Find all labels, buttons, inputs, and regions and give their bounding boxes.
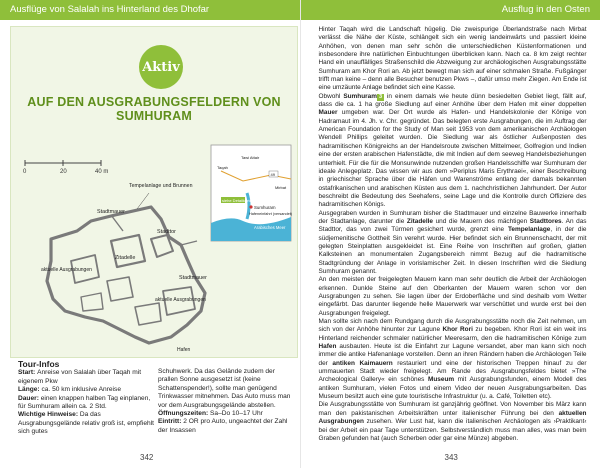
body-bold-text: Stadttores (529, 217, 562, 225)
tour-info-item (18, 411, 158, 436)
body-text-run: Obwohl (318, 92, 344, 100)
left-page-number: 342 (140, 453, 154, 462)
tour-info-label: Start: (18, 369, 38, 377)
body-paragraph (319, 210, 587, 277)
body-bold-text: Sumhuram (343, 92, 377, 100)
left-running-header: Ausflüge von Salalah ins Hinterland des Dhofar (0, 0, 300, 20)
right-page-number: 343 (444, 453, 458, 462)
body-text-run: mit Ausgrabungsfunden, einem Modell des antiken Sumhuram, vielen Fotos und einem Video der neuen Ausgrabungsarbeiten. Das Museum besitzt auch eine gute touristische Infrastruktur (u. a. Café, Toiletten etc). (318, 376, 587, 401)
tour-info-text: Sa–Do 10–17 Uhr (210, 410, 263, 418)
label-zitadelle: Zitadelle (115, 255, 136, 261)
body-bold-text: Museum (427, 376, 455, 384)
scale-end: 40 m (95, 169, 109, 175)
inset-taqah: Taqah (217, 165, 228, 170)
inset-mirbat: Mirbat (275, 185, 287, 190)
inset-sumhuram: Sumhuram (254, 205, 276, 210)
inset-map (211, 145, 293, 241)
body-paragraph (319, 93, 587, 210)
label-aktuelle-1: aktuelle Ausgrabungen (41, 267, 92, 273)
inset-hafeneinfahrt: Hafeneinfahrt (versandet) (249, 212, 293, 216)
body-bold-text: aktuellen Ausgrabungen (318, 409, 587, 426)
scale-mid: 20 (60, 169, 67, 175)
body-bold-text: Mauer (318, 109, 338, 117)
body-text-run: umgeben war. Der Ort wurde als Hafen- und Handelskolonie der Könige von Hadramaut im 4. Jh. v. Chr. gegründet. Das belegten erste Ausgrabungen, die im Auftrag der American Foundation for the Study of Man seit 1953 von dem amerikanischen Archäologen Wendell Phillips geleitet wurden. Die Siedlung war als östlicher Außenposten des hadramitischen Königreichs an der Handelsroute zwischen Mittelmeer, Golfregion und Indien eine der ersten arabischen Hafenstädte, die mit Indien auf dem seeweg Handelsbeziehungen unterhielt. Für die für die Monsunwinde nutzenden großen Handelsschiffe war Sumhuram der ideale Anlegeplatz. Das wissen wir aus dem »Periplus Maris Erythraei«, einer Beschreibung in griechischer Sprache über die Häfen und Warenströme entlang der damals bekannten ostafrikanischen und arabischen Küsten aus dem 1. nachchristlichen Jahrhundert. Der Autor beschreibt die Bedeutung des Seehafens, seine Lage und die Kontrolle durch Offiziere des hadramitischen Königs. (318, 109, 587, 209)
body-bold-text: Tempelanlage (507, 226, 551, 234)
label-tempelanlage: Tempelanlage und Brunnen (129, 183, 193, 189)
body-text-run: zu begeben. Khor Rori ist ein weit ins Hinterland reichender schmaler natürlicher Meeresarm, den die hadramitischen Könige zum (318, 326, 587, 342)
scale-bar (23, 160, 108, 175)
body-text (319, 26, 587, 443)
label-stadttor: Stadttor (157, 229, 176, 235)
body-bold-text: Zitadelle (406, 217, 434, 225)
tour-info-label: Öffnungszeiten: (158, 410, 211, 418)
body-text-run: und die Mauern des mächtigen (433, 217, 530, 225)
body-text-run: , in der die südjemenitische Gottheit Sin verehrt wurde. Hier befindet sich ein Brunnenschacht, der mit gelegten Steinplatten ausgekleidet ist. Eine Reihe von Inschriften auf großen, glatten Kalksteinen an monumentalen Zugangsbereich nimmt Bezug auf die hadramitische Stadtgründung der Anlage in vorislamischer Zeit. In diesen Inschriften wird die Siedlung Sumhuram genannt. (318, 226, 587, 275)
activity-title: AUF DEN AUSGRABUNGSFELDERN VON SUMHURAM (27, 95, 281, 123)
tour-info-item (158, 418, 292, 435)
body-bold-text: Khor Rori (442, 326, 473, 334)
tour-info-text: Anreise von Salalah über Taqah mit eigenem Pkw (18, 369, 142, 385)
tour-infos-col-1 (18, 360, 158, 437)
body-text-run: Ausgegraben wurden in Sumhuram bisher die Stadtmauer und einzelne Bauwerke innerhalb der Stadtanlage, darunter die (318, 209, 587, 225)
tour-info-label: Dauer: (18, 394, 41, 402)
site-plan-map (11, 111, 297, 357)
body-text-run: zusehen. Wer Lust hat, kann die italienischen Archäologen als ›Praktikant‹ bei der Arbeit ein paar Tage unterstützen. Selbstverständlich muss man alles, was man beim Graben gefunden hat (auch Scherben oder gar eine Münze) abgeben. (318, 418, 587, 442)
tour-info-text: ca. 50 km inklusive Anreise (41, 386, 121, 394)
body-text-run: . An das Stadttor, das von zwei Türmen gesichert wurde, grenzt eine (318, 217, 587, 234)
aktiv-badge: Aktiv (139, 45, 183, 89)
tour-info-item (18, 386, 158, 394)
tour-info-item (158, 368, 292, 410)
tour-info-label: Länge: (18, 386, 42, 394)
body-text-run: ausbauten. Heute ist die Einfahrt zur Lagune versandet, aber man kann sich noch immer die antike Hafenanlage vorstellen. Denn an ihren Rändern haben die Archäologen Teile der (318, 343, 587, 367)
tour-info-label: Wichtige Hinweise: (18, 411, 80, 419)
tour-info-text: einen knappen halben Tag einplanen, für Sumhuram allein ca. 2 Std. (18, 394, 151, 411)
tour-infos-title: Tour-Infos (18, 359, 60, 369)
body-bold-text: Hafen (318, 343, 337, 351)
inset-tawi: Tawi Attair (241, 155, 260, 160)
body-bold-text: antiken Kaimauern (332, 359, 393, 367)
body-text-run: in einem damals wie heute dünn besiedelten Gebiet liegt, fällt auf, dass die ca. 1 ha große Siedlung auf einer Anhöhe über dem Hafen mit einer doppelten (318, 92, 587, 109)
inset-detail-label: siehe Detailkarte (222, 198, 252, 203)
body-text-run: restauriert und eine der historischen Treppen hinauf zu der ummauerten Stadt wieder freigelegt. Am Rande des Ausgrabungsfeldes bietet »The Archeological Gallery« ein schönes (318, 359, 587, 384)
tour-info-label: Eintritt: (158, 418, 184, 426)
right-page (300, 0, 600, 468)
tour-info-item (18, 395, 158, 412)
activity-box (10, 26, 298, 358)
map-marker-badge: 3 (378, 93, 383, 100)
scale-zero: 0 (23, 169, 27, 175)
body-paragraph (319, 318, 587, 401)
inset-road-number: 49 (270, 172, 275, 177)
tour-info-item (18, 369, 158, 386)
label-aktuelle-2: aktuelle Ausgrabungen (155, 297, 206, 303)
label-stadtmauer-1: Stadtmauer (97, 209, 125, 215)
label-stadtmauer-2: Stadtmauer (179, 275, 207, 281)
body-text-run: An den meisten der freigelegten Mauern kann man sehr deutlich die Arbeit der Archäologen erkennen. Dunkle Steine auf den Oberkanten der Mauern waren schon vor den Ausgrabungen zu sehen. Sie lagen über der Erdoberfläche und sind deshalb vom Wetter eingefärbt. Das darunter liegende helle Mauerwerk war verschüttet und wurde erst bei den Ausgrabungen freigelegt. (318, 276, 587, 317)
tour-info-text: 2 OR pro Auto, ungeachtet der Zahl der Insassen (158, 418, 288, 434)
tour-info-text: Schuhwerk. Da das Gelände zudem der prallen Sonne ausgesetzt ist (keine Schattenspender!), sollte man genügend Trinkwasser mitnehmen. Das Auto muss man vor dem Ausgrabungsgelände abstellen. (158, 368, 291, 409)
tour-infos-col-2 (158, 368, 292, 435)
label-hafen: Hafen (177, 347, 191, 353)
right-running-header: Ausflug in den Osten (301, 0, 600, 20)
body-text-run: Hinter Taqah wird die Landschaft hügelig. Die zweispurige Überlandstraße nach Mirbat verlässt die Nähe der Küste, schlängelt sich ein wenig landeinwärts und passiert kleine Anhöhen, von denen man sehr schön die unterschiedlichen Küstenformationen und insbesondere ihre natürlichen Einbuchtungen überblicken kann. Nach ca. 8 km zeigt rechter Hand ein unauffälliges Straßenschild die Abzweigung zur archäologischen Ausgrabungsstätte Sumhuram am Khor Rori an. Ab jetzt bewegt man sich auf einer schmalen Straße. Fußgänger trifft man keine – denn alle Besucher benutzen Pkws –, dafür umso mehr Ziegen. Am Ende ist eine umzäunte Anlage befindet sich eine Kasse. (318, 26, 587, 92)
body-paragraph (319, 401, 587, 443)
body-text-run: Die Ausgrabungsstätte von Sumhuram ist ganzjährig geöffnet. Von November bis März kann man den pakistanischen Arbeitskräften unter italienischer Führung bei den (318, 401, 587, 417)
tour-info-item (158, 410, 292, 418)
inset-sea: Arabisches Meer (254, 225, 286, 230)
body-paragraph (319, 276, 587, 318)
tour-info-text: Da das Ausgrabungsgelände relativ groß ist, empfiehlt sich gutes (18, 411, 154, 436)
tour-infos-list-1 (18, 369, 158, 436)
body-paragraph (319, 26, 587, 93)
body-text-run: Man sollte sich nach dem Rundgang durch die Ausgrabungsstätte noch die Zeit nehmen, um sich von der Anhöhe hinunter zur Lagune (318, 318, 587, 334)
